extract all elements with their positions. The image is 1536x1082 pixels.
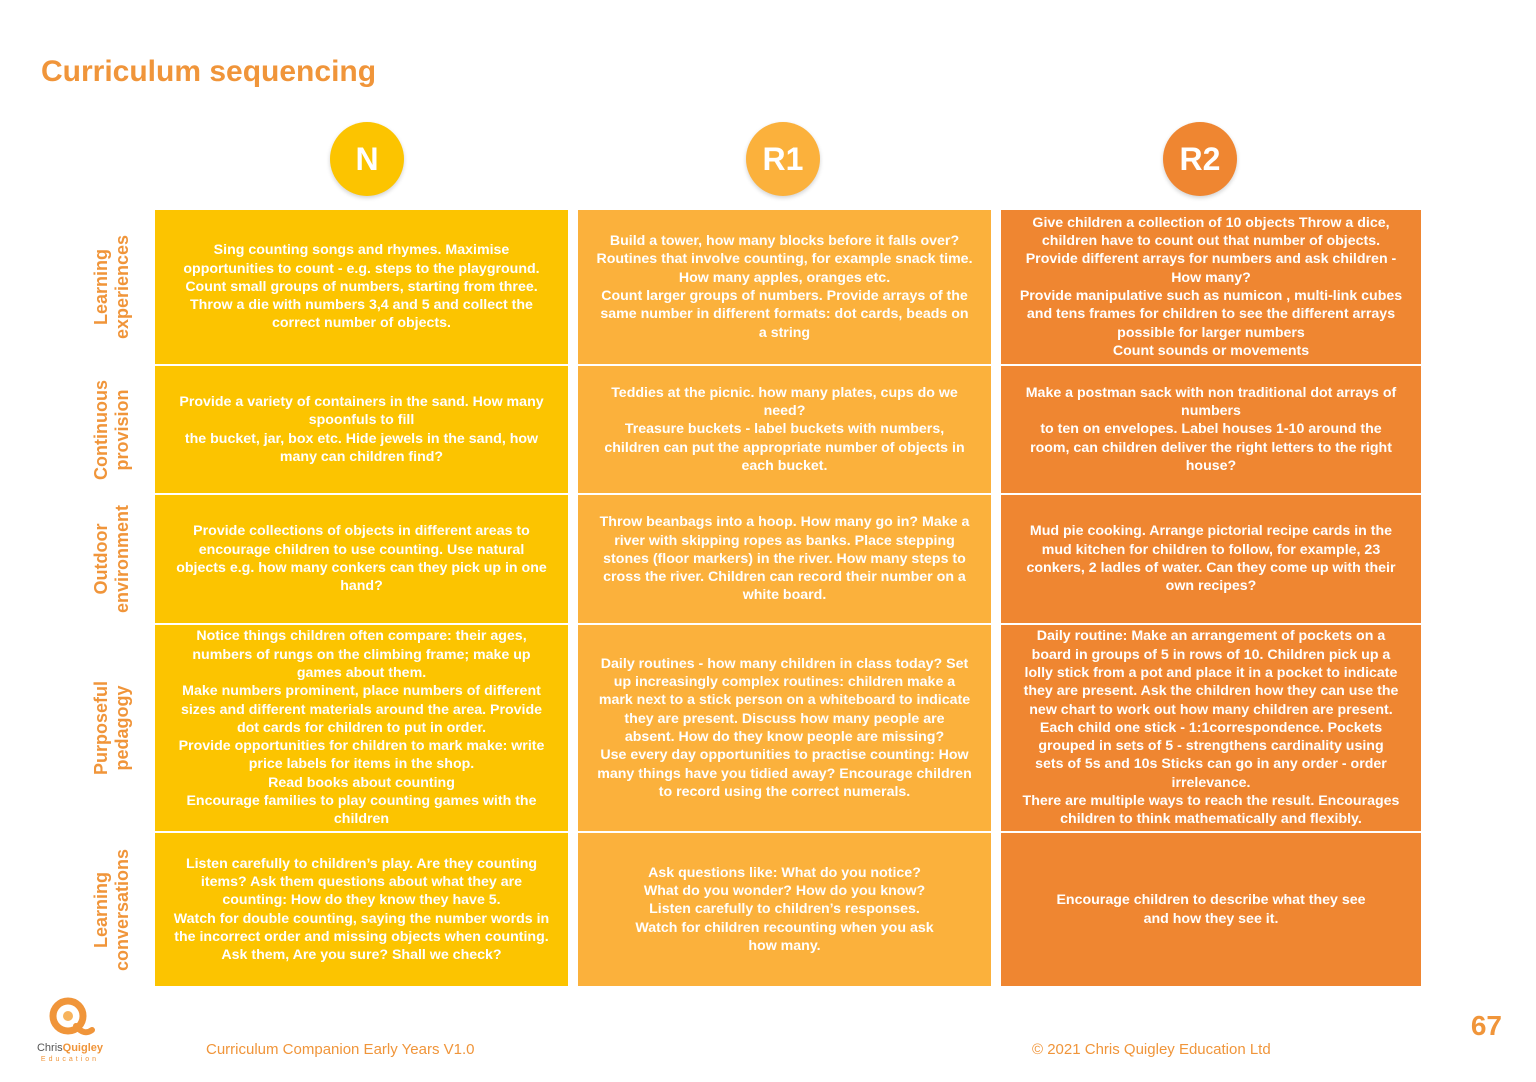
- row-label-continuous-provision: [84, 366, 140, 493]
- row-label-text: Learning experiences: [91, 234, 133, 340]
- row-label-text: Continuous provision: [91, 379, 133, 480]
- cell-purposeful-pedagogy-r1: Daily routines - how many children in class today? Set up increasingly complex routines: children make a mark next to a stick person on a whiteboard to indicate they are present. Discuss how many people are absent. How do they know people are missing? Use every day opportunities to practise counting: How many things have you tidied away? Encourage children to record using the correct numerals.: [578, 625, 991, 831]
- cell-learning-experiences-r1: Build a tower, how many blocks before it falls over? Routines that involve counting, for example snack time. How many apples, oranges etc. Count larger groups of numbers. Provide arrays of the same number in different formats: dot cards, beads on a string: [578, 210, 991, 364]
- cell-learning-conversations-r2: Encourage children to describe what they see and how they see it.: [1001, 833, 1421, 986]
- column-badge-n: N: [330, 122, 404, 196]
- row-label-text: Purposeful pedagogy: [91, 680, 133, 776]
- cell-learning-conversations-n: Listen carefully to children’s play. Are they counting items? Ask them questions about what they are counting: How do they know they have 5. Watch for double counting, saying the number words in the incorrect order and missing objects when counting. Ask them, Are you sure? Shall we check?: [155, 833, 568, 986]
- swirl-q-logo-icon: [30, 990, 110, 1042]
- logo-name-part1: Chris: [36, 1042, 63, 1054]
- cell-continuous-provision-r2: Make a postman sack with non traditional dot arrays of numbers to ten on envelopes. Label houses 1-10 around the room, can children deliver the right letters to the right house?: [1001, 366, 1421, 493]
- page-number: 67: [1470, 1010, 1502, 1041]
- cell-continuous-provision-r1: Teddies at the picnic. how many plates, cups do we need? Treasure buckets - label buckets with numbers, children can put the appropriate number of objects in each bucket.: [578, 366, 991, 493]
- cell-outdoor-environment-r2: Mud pie cooking. Arrange pictorial recipe cards in the mud kitchen for children to follow, for example, 23 conkers, 2 ladles of water. Can they come up with their own recipes?: [1001, 495, 1421, 623]
- row-label-learning-conversations: [84, 833, 140, 986]
- footer-left-text: Curriculum Companion Early Years V1.0: [206, 1041, 475, 1058]
- row-label-text: Learning conversations: [91, 848, 133, 971]
- column-badge-r2: R2: [1163, 122, 1237, 196]
- cell-learning-experiences-n: Sing counting songs and rhymes. Maximise opportunities to count - e.g. steps to the playground. Count small groups of numbers, starting from three. Throw a die with numbers 3,4 and 5 and collect the correct number of objects.: [155, 210, 568, 364]
- cell-learning-experiences-r2: Give children a collection of 10 objects Throw a dice, children have to count out that number of objects. Provide different arrays for numbers and ask children - How many? Provide manipulative such as numicon , multi-link cubes and tens frames for children to see the different arrays possible for larger numbers Count sounds or movements: [1001, 210, 1421, 364]
- cell-outdoor-environment-r1: Throw beanbags into a hoop. How many go in? Make a river with skipping ropes as banks. Place stepping stones (floor markers) in the river. How many steps to cross the river. Children can record their number on a white board.: [578, 495, 991, 623]
- logo-wordmark: [30, 1042, 110, 1054]
- logo-name-part2: Quigley: [62, 1042, 103, 1054]
- column-badge-r1: R1: [746, 122, 820, 196]
- cell-learning-conversations-r1: Ask questions like: What do you notice? What do you wonder? How do you know? Listen carefully to children’s responses. Watch for children recounting when you ask how many.: [578, 833, 991, 986]
- cell-continuous-provision-n: Provide a variety of containers in the sand. How many spoonfuls to fill the bucket, jar, box etc. Hide jewels in the sand, how many can children find?: [155, 366, 568, 493]
- row-label-learning-experiences: [84, 210, 140, 364]
- cell-purposeful-pedagogy-r2: Daily routine: Make an arrangement of pockets on a board in groups of 5 in rows of 10. Children pick up a lolly stick from a pot and place it in a pocket to indicate they are present. Ask the children how they can use the new chart to work out how many children are present. Each child one stick - 1:1correspondence. Pockets grouped in sets of 5 - strengthens cardinality using sets of 5s and 10s Sticks can go in any order - order irrelevance. There are multiple ways to reach the result. Encourages children to think mathematically and flexibly.: [1001, 625, 1421, 831]
- cell-purposeful-pedagogy-n: Notice things children often compare: their ages, numbers of rungs on the climbing frame; make up games about them. Make numbers prominent, place numbers of different sizes and different materials around the area. Provide dot cards for children to put in order. Provide opportunities for children to mark make: write price labels for items in the shop. Read books about counting Encourage families to play counting games with the children: [155, 625, 568, 831]
- page-title: Curriculum sequencing: [41, 55, 377, 88]
- logo-subtitle: Education: [40, 1056, 100, 1063]
- row-label-outdoor-environment: [84, 495, 140, 623]
- cell-outdoor-environment-n: Provide collections of objects in different areas to encourage children to use counting. Use natural objects e.g. how many conkers can they pick up in one hand?: [155, 495, 568, 623]
- footer-copyright: © 2021 Chris Quigley Education Ltd: [1032, 1041, 1271, 1058]
- row-label-purposeful-pedagogy: [84, 625, 140, 831]
- row-label-text: Outdoor environment: [91, 504, 132, 614]
- chris-quigley-logo: [30, 990, 110, 1070]
